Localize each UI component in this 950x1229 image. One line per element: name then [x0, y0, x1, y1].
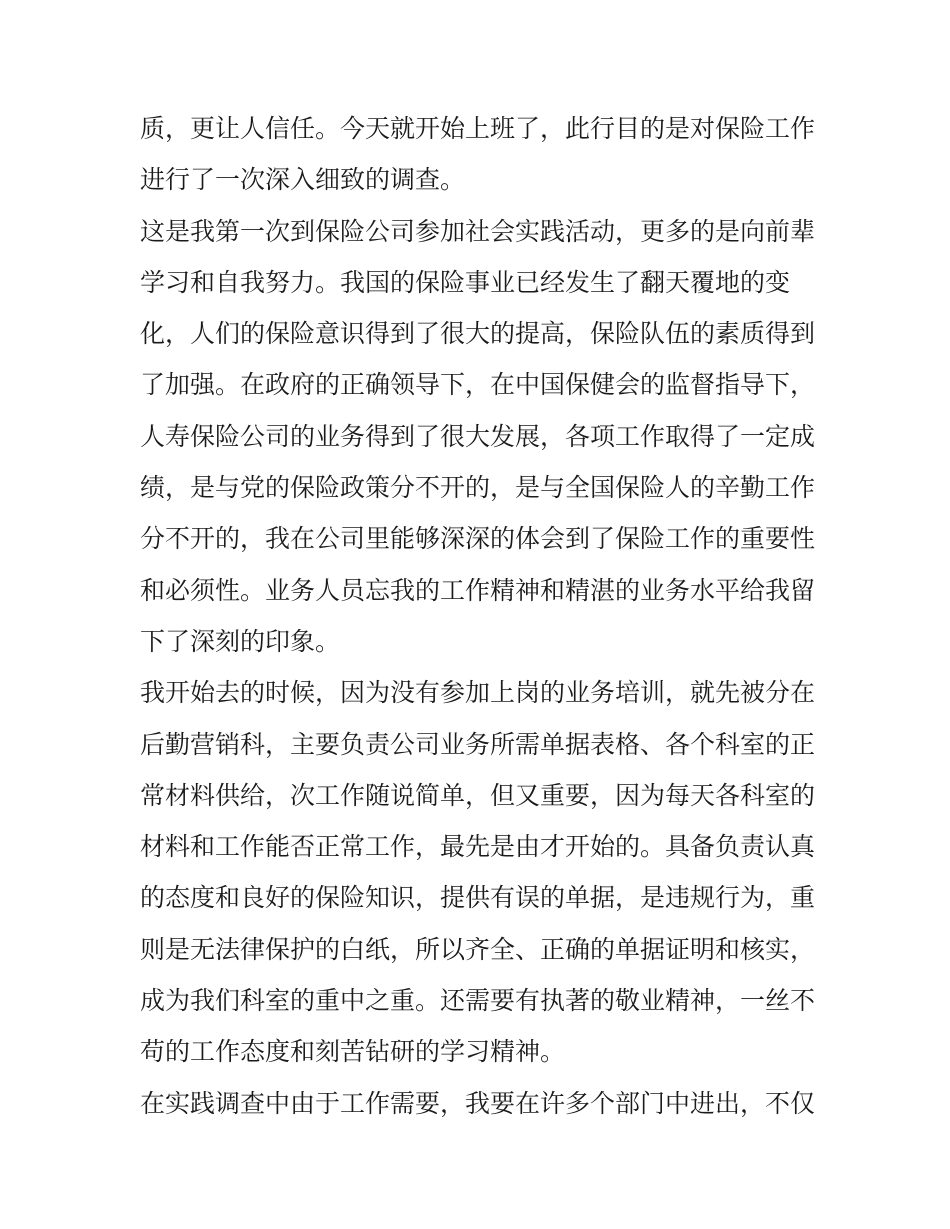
text-line: 则是无法律保护的白纸，所以齐全、正确的单据证明和核实， [140, 934, 816, 964]
text-line: 分不开的，我在公司里能够深深的体会到了保险工作的重要性 [140, 524, 816, 554]
text-line: 苟的工作态度和刻苦钻研的学习精神。 [140, 1037, 566, 1067]
text-line: 人寿保险公司的业务得到了很大发展，各项工作取得了一定成 [140, 421, 816, 451]
text-line: 常材料供给，次工作随说简单，但又重要，因为每天各科室的 [140, 780, 816, 810]
text-line: 进行了一次深入细致的调查。 [140, 165, 466, 195]
text-line: 的态度和良好的保险知识，提供有误的单据，是违规行为，重 [140, 883, 816, 913]
text-line: 材料和工作能否正常工作，最先是由才开始的。具备负责认真 [140, 832, 816, 862]
text-line: 了加强。在政府的正确领导下，在中国保健会的监督指导下， [140, 370, 816, 400]
text-line: 下了深刻的印象。 [140, 626, 341, 656]
text-line: 质，更让人信任。今天就开始上班了，此行目的是对保险工作 [140, 114, 816, 143]
text-line: 这是我第一次到保险公司参加社会实践活动，更多的是向前辈 [140, 216, 816, 246]
text-line: 绩，是与党的保险政策分不开的，是与全国保险人的辛勤工作 [140, 473, 816, 503]
text-line: 我开始去的时候，因为没有参加上岗的业务培训，就先被分在 [140, 678, 816, 708]
text-line: 和必须性。业务人员忘我的工作精神和精湛的业务水平给我留 [140, 575, 816, 605]
text-line: 学习和自我努力。我国的保险事业已经发生了翻天覆地的变 [140, 267, 791, 297]
text-line: 化，人们的保险意识得到了很大的提高，保险队伍的素质得到 [140, 319, 816, 349]
text-line: 后勤营销科，主要负责公司业务所需单据表格、各个科室的正 [140, 729, 816, 759]
text-line: 成为我们科室的重中之重。还需要有执著的敬业精神，一丝不 [140, 986, 816, 1016]
body-text [140, 103, 820, 1129]
text-line: 在实践调查中由于工作需要，我要在许多个部门中进出，不仅 [140, 1088, 816, 1118]
